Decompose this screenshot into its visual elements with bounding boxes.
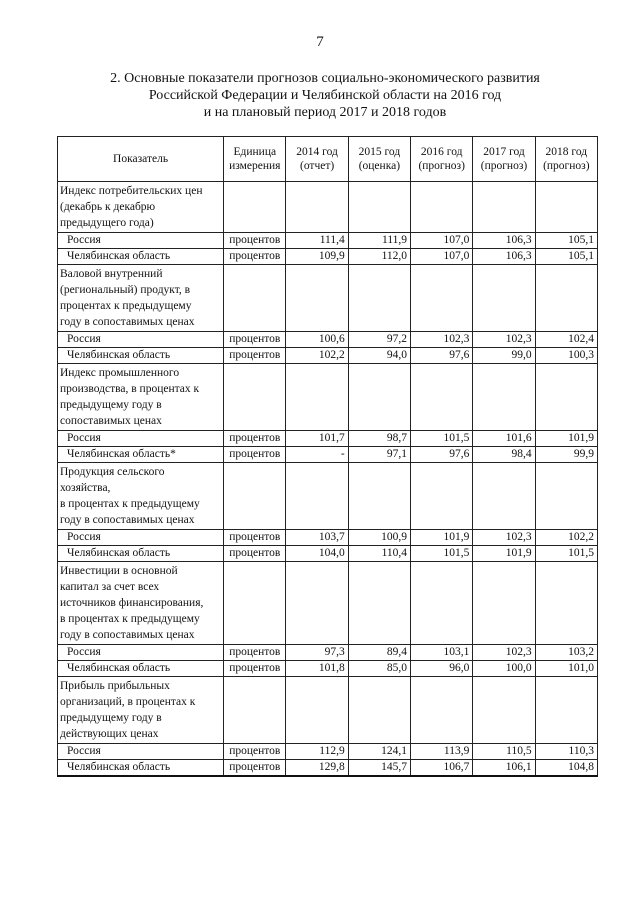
header-year-note: (оценка) [358, 160, 401, 172]
value-cell: 106,7 [411, 760, 473, 777]
title-line: и на плановый период 2017 и 2018 годов [203, 105, 447, 120]
value-cell: 89,4 [348, 645, 410, 661]
value-cell: 101,9 [473, 546, 535, 562]
header-year-note: (прогноз) [418, 160, 465, 172]
row-unit: процентов [224, 332, 286, 348]
row-name: Челябинская область [58, 661, 224, 677]
row-name: Россия [58, 233, 224, 249]
value-cell: 101,7 [286, 431, 348, 447]
section-title-line: предыдущему году в [60, 399, 162, 411]
section-title-line: капитал за счет всех [60, 581, 160, 593]
value-cell: 99,9 [535, 447, 597, 463]
row-unit: процентов [224, 760, 286, 777]
empty-cell [535, 182, 597, 233]
header-year-2015 [348, 137, 410, 182]
header-year-note: (прогноз) [480, 160, 528, 172]
table-row [58, 249, 598, 265]
value-cell: 101,8 [286, 661, 348, 677]
value-cell: 102,3 [411, 332, 473, 348]
value-cell: 100,9 [348, 530, 410, 546]
section-title-line: предыдущему году в [60, 712, 162, 724]
section-title-line: Валовой внутренний [60, 268, 163, 280]
value-cell: 97,6 [411, 348, 473, 364]
empty-cell [411, 182, 473, 233]
table-row [58, 645, 598, 661]
table-row [58, 431, 598, 447]
value-cell: 106,3 [473, 233, 535, 249]
section-title [58, 677, 224, 744]
value-cell: 101,5 [411, 431, 473, 447]
value-cell: 97,2 [348, 332, 410, 348]
value-cell: 110,4 [348, 546, 410, 562]
empty-cell [473, 562, 535, 645]
section-row [58, 364, 598, 431]
value-cell: 98,7 [348, 431, 410, 447]
empty-cell [473, 265, 535, 332]
header-indicator: Показатель [58, 137, 224, 182]
empty-cell [535, 364, 597, 431]
section-title-line: году в сопоставимых ценах [60, 629, 195, 641]
value-cell: 101,9 [411, 530, 473, 546]
section-title [58, 463, 224, 530]
section-title [58, 364, 224, 431]
row-unit: процентов [224, 348, 286, 364]
value-cell: 105,1 [535, 233, 597, 249]
value-cell: - [286, 447, 348, 463]
value-cell: 102,3 [473, 332, 535, 348]
table-row [58, 233, 598, 249]
value-cell: 104,8 [535, 760, 597, 777]
row-unit: процентов [224, 645, 286, 661]
section-title-line: Индекс потребительских цен [60, 185, 203, 197]
row-name: Россия [58, 431, 224, 447]
row-name: Челябинская область [58, 249, 224, 265]
section-title-line: процентах к предыдущему [60, 300, 192, 312]
empty-cell [411, 265, 473, 332]
empty-cell [348, 182, 410, 233]
section-title-line: (региональный) продукт, в [60, 284, 191, 296]
table-body [58, 182, 598, 777]
section-title [58, 562, 224, 645]
table-row [58, 530, 598, 546]
row-unit: процентов [224, 744, 286, 760]
row-unit: процентов [224, 661, 286, 677]
header-year-2018 [535, 137, 597, 182]
row-unit: процентов [224, 431, 286, 447]
value-cell: 102,2 [535, 530, 597, 546]
title-line: Российской Федерации и Челябинской области на 2016 год [148, 88, 502, 103]
section-title-line: Продукция сельского [60, 466, 165, 478]
section-title-line: производства, в процентах к [60, 383, 200, 395]
header-year: 2017 год [483, 146, 525, 158]
table-row [58, 744, 598, 760]
empty-cell [286, 364, 348, 431]
empty-cell [348, 463, 410, 530]
header-year: 2014 год [296, 146, 338, 158]
header-year-note: (прогноз) [543, 160, 590, 172]
value-cell: 109,9 [286, 249, 348, 265]
value-cell: 111,4 [286, 233, 348, 249]
section-title-line: Индекс промышленного [60, 367, 180, 379]
empty-cell [473, 364, 535, 431]
row-name: Россия [58, 744, 224, 760]
value-cell: 104,0 [286, 546, 348, 562]
value-cell: 103,7 [286, 530, 348, 546]
row-name: Россия [58, 530, 224, 546]
empty-cell [411, 562, 473, 645]
title-line: 2. Основные показатели прогнозов социально-экономического развития [110, 71, 540, 86]
table-row [58, 332, 598, 348]
value-cell: 102,2 [286, 348, 348, 364]
value-cell: 112,9 [286, 744, 348, 760]
empty-cell [286, 265, 348, 332]
value-cell: 100,3 [535, 348, 597, 364]
value-cell: 110,3 [535, 744, 597, 760]
value-cell: 100,0 [473, 661, 535, 677]
value-cell: 106,1 [473, 760, 535, 777]
row-unit: процентов [224, 546, 286, 562]
section-row [58, 677, 598, 744]
value-cell: 102,3 [473, 645, 535, 661]
value-cell: 124,1 [348, 744, 410, 760]
header-year: 2015 год [358, 146, 401, 158]
empty-cell [411, 677, 473, 744]
value-cell: 103,2 [535, 645, 597, 661]
empty-cell [286, 562, 348, 645]
empty-cell [286, 463, 348, 530]
row-name: Россия [58, 332, 224, 348]
value-cell: 102,3 [473, 530, 535, 546]
value-cell: 99,0 [473, 348, 535, 364]
row-unit: процентов [224, 249, 286, 265]
value-cell: 103,1 [411, 645, 473, 661]
value-cell: 105,1 [535, 249, 597, 265]
section-title [58, 182, 224, 233]
table-row [58, 546, 598, 562]
row-name: Челябинская область* [58, 447, 224, 463]
value-cell: 97,3 [286, 645, 348, 661]
row-name: Челябинская область [58, 348, 224, 364]
section-title-line: году в сопоставимых ценах [60, 514, 195, 526]
value-cell: 107,0 [411, 233, 473, 249]
section-title-line: предыдущего года) [60, 217, 154, 229]
value-cell: 96,0 [411, 661, 473, 677]
value-cell: 98,4 [473, 447, 535, 463]
empty-cell [286, 677, 348, 744]
row-name: Россия [58, 645, 224, 661]
forecast-table [57, 136, 598, 777]
section-title-line: в процентах к предыдущему [60, 613, 200, 625]
empty-cell [348, 677, 410, 744]
value-cell: 101,5 [535, 546, 597, 562]
value-cell: 101,0 [535, 661, 597, 677]
row-unit: процентов [224, 530, 286, 546]
header-year-2017 [473, 137, 535, 182]
empty-cell [535, 677, 597, 744]
value-cell: 111,9 [348, 233, 410, 249]
header-year: 2016 год [420, 146, 463, 158]
section-title-line: Инвестиции в основной [60, 565, 178, 577]
header-year-note: (отчет) [299, 160, 335, 172]
header-unit-line: измерения [229, 160, 281, 172]
value-cell: 97,6 [411, 447, 473, 463]
section-title-line: организаций, в процентах к [60, 696, 196, 708]
value-cell: 101,6 [473, 431, 535, 447]
value-cell: 107,0 [411, 249, 473, 265]
section-title [58, 265, 224, 332]
empty-cell [224, 364, 286, 431]
empty-cell [286, 182, 348, 233]
row-name: Челябинская область [58, 546, 224, 562]
row-name: Челябинская область [58, 760, 224, 777]
empty-cell [473, 677, 535, 744]
value-cell: 106,3 [473, 249, 535, 265]
section-title-line: Прибыль прибыльных [60, 680, 170, 692]
section-row [58, 265, 598, 332]
value-cell: 113,9 [411, 744, 473, 760]
table-row [58, 760, 598, 777]
header-year: 2018 год [545, 146, 588, 158]
row-unit: процентов [224, 233, 286, 249]
section-title-line: действующих ценах [60, 728, 159, 740]
section-title-line: сопоставимых ценах [60, 415, 162, 427]
value-cell: 85,0 [348, 661, 410, 677]
section-row [58, 562, 598, 645]
empty-cell [473, 463, 535, 530]
table-row [58, 661, 598, 677]
empty-cell [348, 265, 410, 332]
empty-cell [411, 364, 473, 431]
table-row [58, 447, 598, 463]
table-row [58, 348, 598, 364]
section-row [58, 463, 598, 530]
empty-cell [411, 463, 473, 530]
value-cell: 129,8 [286, 760, 348, 777]
value-cell: 97,1 [348, 447, 410, 463]
section-title-line: в процентах к предыдущему [60, 498, 200, 510]
document-title [60, 70, 590, 121]
empty-cell [224, 265, 286, 332]
value-cell: 101,5 [411, 546, 473, 562]
empty-cell [224, 677, 286, 744]
value-cell: 145,7 [348, 760, 410, 777]
empty-cell [535, 265, 597, 332]
empty-cell [348, 364, 410, 431]
header-year-2016 [411, 137, 473, 182]
value-cell: 100,6 [286, 332, 348, 348]
section-title-line: (декабрь к декабрю [60, 201, 156, 213]
value-cell: 101,9 [535, 431, 597, 447]
page-number: 7 [316, 34, 324, 50]
header-year-2014 [286, 137, 348, 182]
empty-cell [535, 463, 597, 530]
empty-cell [224, 182, 286, 233]
value-cell: 110,5 [473, 744, 535, 760]
empty-cell [535, 562, 597, 645]
value-cell: 102,4 [535, 332, 597, 348]
header-unit-line: Единица [233, 146, 277, 158]
value-cell: 94,0 [348, 348, 410, 364]
section-title-line: источников финансирования, [60, 597, 204, 609]
table-header-row [58, 137, 598, 182]
value-cell: 112,0 [348, 249, 410, 265]
row-unit: процентов [224, 447, 286, 463]
empty-cell [473, 182, 535, 233]
section-row [58, 182, 598, 233]
header-unit [224, 137, 286, 182]
section-title-line: хозяйства, [60, 482, 111, 494]
section-title-line: году в сопоставимых ценах [60, 316, 195, 328]
empty-cell [224, 562, 286, 645]
empty-cell [348, 562, 410, 645]
empty-cell [224, 463, 286, 530]
